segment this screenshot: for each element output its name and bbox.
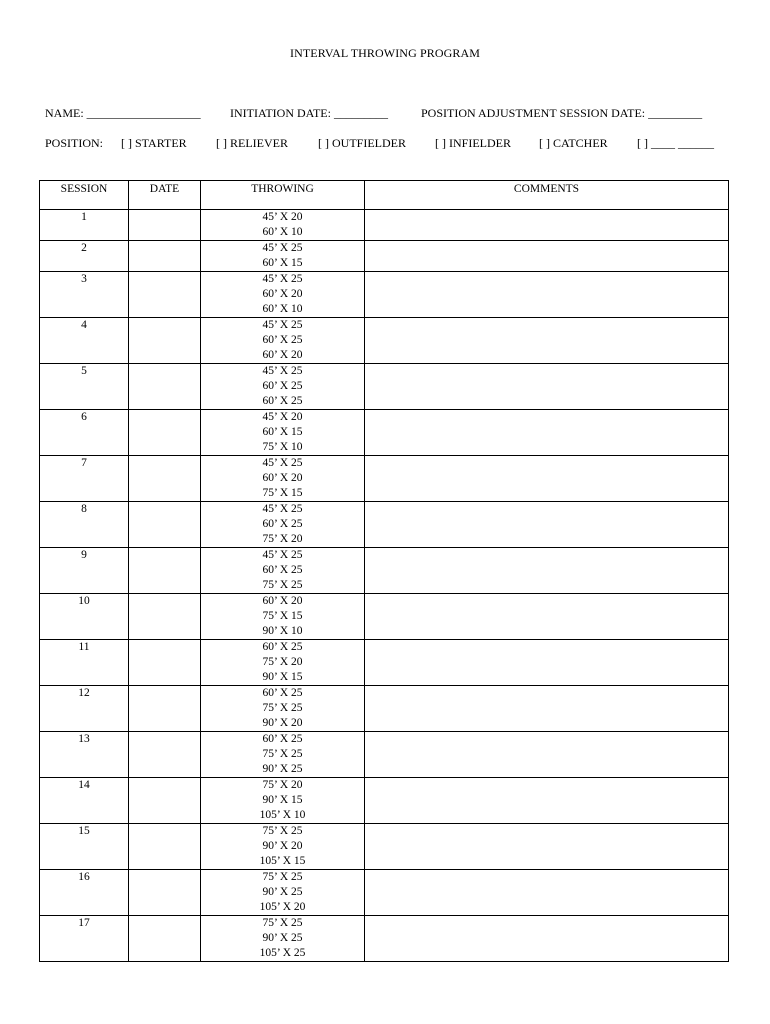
position-adjustment-date-field[interactable]: POSITION ADJUSTMENT SESSION DATE: _________ <box>421 106 703 120</box>
table-row <box>40 732 729 778</box>
session-cell: 9 <box>40 548 129 594</box>
throwing-line: 60’ X 25 <box>262 564 303 576</box>
throwing-cell <box>201 916 365 962</box>
table-body <box>40 210 729 962</box>
table-row <box>40 241 729 272</box>
throwing-line: 60’ X 20 <box>262 349 303 361</box>
throwing-line: 75’ X 15 <box>262 610 303 622</box>
position-checkbox-infielder[interactable]: [ ] INFIELDER <box>435 136 511 150</box>
throwing-line: 60’ X 15 <box>262 426 303 438</box>
throwing-line: 90’ X 25 <box>262 886 303 898</box>
throwing-cell <box>201 548 365 594</box>
table-row <box>40 824 729 870</box>
date-cell[interactable] <box>129 686 201 732</box>
session-cell: 10 <box>40 594 129 640</box>
position-checkbox-starter[interactable]: [ ] STARTER <box>121 136 187 150</box>
throwing-cell <box>201 318 365 364</box>
date-cell[interactable] <box>129 640 201 686</box>
comments-cell[interactable] <box>365 241 729 272</box>
date-cell[interactable] <box>129 318 201 364</box>
comments-cell[interactable] <box>365 640 729 686</box>
throwing-line: 60’ X 25 <box>262 687 303 699</box>
throwing-cell <box>201 594 365 640</box>
initiation-date-field[interactable]: INITIATION DATE: _________ <box>230 106 388 120</box>
table-row <box>40 870 729 916</box>
session-cell: 14 <box>40 778 129 824</box>
throwing-cell <box>201 241 365 272</box>
throwing-line: 90’ X 10 <box>262 625 303 637</box>
throwing-cell <box>201 640 365 686</box>
throwing-cell <box>201 870 365 916</box>
throwing-line: 45’ X 25 <box>262 457 303 469</box>
date-cell[interactable] <box>129 870 201 916</box>
table-row <box>40 594 729 640</box>
column-header-session: SESSION <box>40 181 129 210</box>
table-row <box>40 272 729 318</box>
table-row <box>40 778 729 824</box>
throwing-line: 75’ X 15 <box>262 487 303 499</box>
session-cell: 13 <box>40 732 129 778</box>
date-cell[interactable] <box>129 210 201 241</box>
throwing-line: 75’ X 10 <box>262 441 303 453</box>
comments-cell[interactable] <box>365 318 729 364</box>
date-cell[interactable] <box>129 502 201 548</box>
comments-cell[interactable] <box>365 548 729 594</box>
throwing-line: 90’ X 25 <box>262 932 303 944</box>
throwing-cell <box>201 778 365 824</box>
table-row <box>40 364 729 410</box>
throwing-line: 60’ X 20 <box>262 472 303 484</box>
session-cell: 17 <box>40 916 129 962</box>
comments-cell[interactable] <box>365 272 729 318</box>
session-cell: 16 <box>40 870 129 916</box>
throwing-line: 105’ X 15 <box>259 855 306 867</box>
throwing-line: 75’ X 25 <box>262 825 303 837</box>
throwing-cell <box>201 732 365 778</box>
throwing-log-table <box>39 180 729 962</box>
date-cell[interactable] <box>129 272 201 318</box>
throwing-line: 45’ X 20 <box>262 211 303 223</box>
throwing-line: 45’ X 20 <box>262 411 303 423</box>
table-row <box>40 640 729 686</box>
throwing-line: 60’ X 25 <box>262 733 303 745</box>
session-cell: 8 <box>40 502 129 548</box>
throwing-line: 105’ X 10 <box>259 809 306 821</box>
throwing-line: 105’ X 25 <box>259 947 306 959</box>
throwing-line: 90’ X 15 <box>262 794 303 806</box>
throwing-line: 60’ X 25 <box>262 641 303 653</box>
session-cell: 1 <box>40 210 129 241</box>
comments-cell[interactable] <box>365 686 729 732</box>
column-header-throwing: THROWING <box>201 181 365 210</box>
date-cell[interactable] <box>129 456 201 502</box>
throwing-cell <box>201 410 365 456</box>
throwing-line: 45’ X 25 <box>262 242 303 254</box>
date-cell[interactable] <box>129 778 201 824</box>
date-cell[interactable] <box>129 594 201 640</box>
throwing-line: 105’ X 20 <box>259 901 306 913</box>
session-cell: 2 <box>40 241 129 272</box>
session-cell: 11 <box>40 640 129 686</box>
date-cell[interactable] <box>129 241 201 272</box>
date-cell[interactable] <box>129 410 201 456</box>
throwing-cell <box>201 456 365 502</box>
session-cell: 5 <box>40 364 129 410</box>
table-row <box>40 410 729 456</box>
position-checkbox-outfielder[interactable]: [ ] OUTFIELDER <box>318 136 406 150</box>
comments-cell[interactable] <box>365 210 729 241</box>
table-row <box>40 318 729 364</box>
date-cell[interactable] <box>129 364 201 410</box>
throwing-line: 75’ X 20 <box>262 533 303 545</box>
throwing-line: 75’ X 25 <box>262 579 303 591</box>
throwing-line: 60’ X 20 <box>262 595 303 607</box>
throwing-line: 75’ X 20 <box>262 656 303 668</box>
session-cell: 15 <box>40 824 129 870</box>
name-field[interactable]: NAME: ___________________ <box>45 106 201 120</box>
table-row <box>40 916 729 962</box>
throwing-line: 45’ X 25 <box>262 273 303 285</box>
table-row <box>40 502 729 548</box>
table-row <box>40 548 729 594</box>
column-header-comments: COMMENTS <box>365 181 729 210</box>
throwing-line: 60’ X 10 <box>262 226 303 238</box>
comments-cell[interactable] <box>365 870 729 916</box>
throwing-line: 60’ X 15 <box>262 257 303 269</box>
table-header-row <box>40 181 729 210</box>
position-label: POSITION: <box>45 136 104 150</box>
throwing-line: 60’ X 10 <box>262 303 303 315</box>
page-title: INTERVAL THROWING PROGRAM <box>290 46 480 60</box>
throwing-line: 75’ X 20 <box>262 779 303 791</box>
position-checkbox-reliever[interactable]: [ ] RELIEVER <box>216 136 288 150</box>
table-row <box>40 210 729 241</box>
throwing-line: 90’ X 20 <box>262 840 303 852</box>
throwing-line: 75’ X 25 <box>262 917 303 929</box>
comments-cell[interactable] <box>365 778 729 824</box>
comments-cell[interactable] <box>365 594 729 640</box>
comments-cell[interactable] <box>365 732 729 778</box>
throwing-line: 60’ X 25 <box>262 334 303 346</box>
throwing-cell <box>201 364 365 410</box>
comments-cell[interactable] <box>365 456 729 502</box>
throwing-line: 90’ X 25 <box>262 763 303 775</box>
throwing-line: 45’ X 25 <box>262 503 303 515</box>
session-cell: 7 <box>40 456 129 502</box>
table-row <box>40 686 729 732</box>
throwing-cell <box>201 210 365 241</box>
session-cell: 12 <box>40 686 129 732</box>
session-cell: 6 <box>40 410 129 456</box>
throwing-cell <box>201 502 365 548</box>
throwing-line: 45’ X 25 <box>262 549 303 561</box>
throwing-line: 60’ X 20 <box>262 288 303 300</box>
comments-cell[interactable] <box>365 916 729 962</box>
comments-cell[interactable] <box>365 410 729 456</box>
table-row <box>40 456 729 502</box>
throwing-line: 90’ X 15 <box>262 671 303 683</box>
date-cell[interactable] <box>129 916 201 962</box>
throwing-line: 60’ X 25 <box>262 380 303 392</box>
throwing-line: 45’ X 25 <box>262 319 303 331</box>
throwing-line: 60’ X 25 <box>262 518 303 530</box>
comments-cell[interactable] <box>365 502 729 548</box>
position-checkbox-other[interactable]: [ ] ____ ______ <box>637 136 714 150</box>
throwing-line: 75’ X 25 <box>262 871 303 883</box>
position-checkbox-catcher[interactable]: [ ] CATCHER <box>539 136 608 150</box>
throwing-line: 75’ X 25 <box>262 702 303 714</box>
comments-cell[interactable] <box>365 824 729 870</box>
session-cell: 3 <box>40 272 129 318</box>
comments-cell[interactable] <box>365 364 729 410</box>
session-cell: 4 <box>40 318 129 364</box>
throwing-line: 90’ X 20 <box>262 717 303 729</box>
throwing-cell <box>201 824 365 870</box>
date-cell[interactable] <box>129 548 201 594</box>
throwing-line: 45’ X 25 <box>262 365 303 377</box>
throwing-line: 60’ X 25 <box>262 395 303 407</box>
throwing-cell <box>201 272 365 318</box>
date-cell[interactable] <box>129 732 201 778</box>
throwing-line: 75’ X 25 <box>262 748 303 760</box>
throwing-cell <box>201 686 365 732</box>
date-cell[interactable] <box>129 824 201 870</box>
column-header-date: DATE <box>129 181 201 210</box>
